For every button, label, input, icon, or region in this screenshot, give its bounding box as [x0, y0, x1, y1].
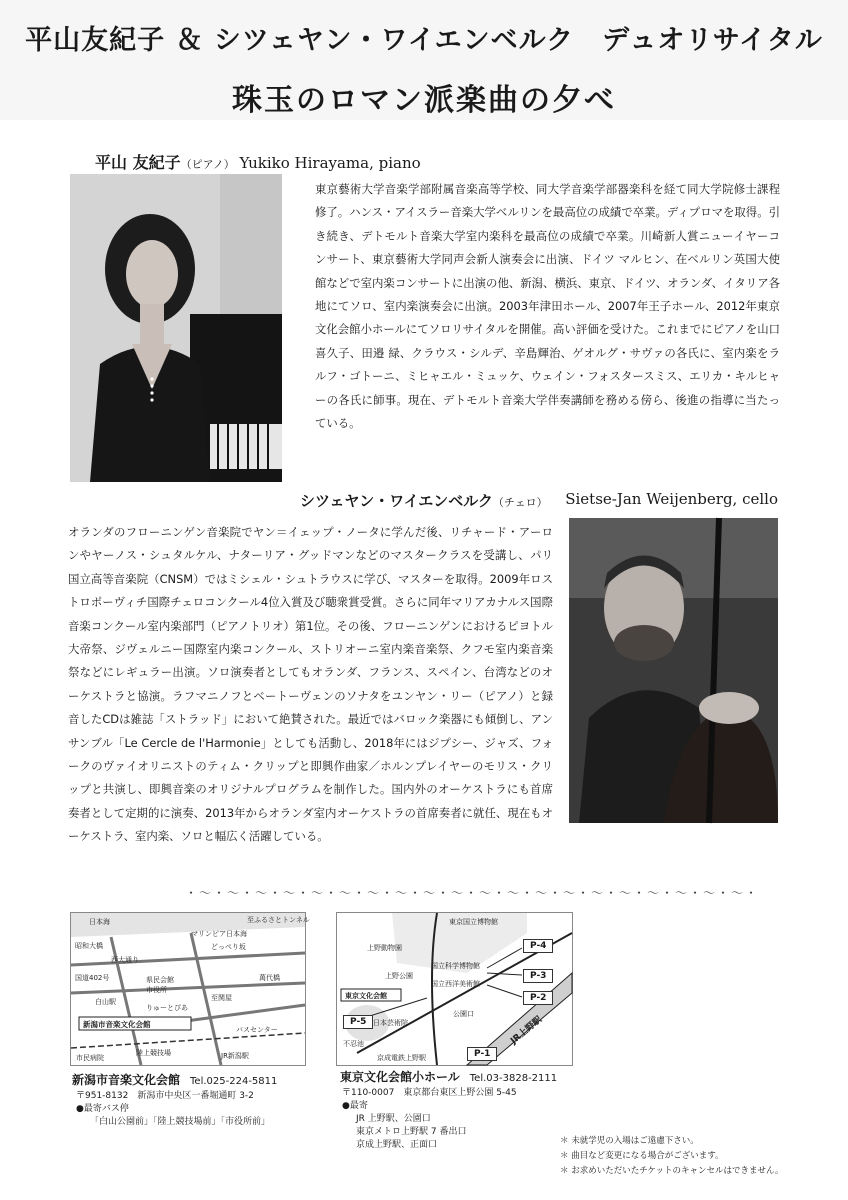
map1-label: JR新潟駅: [221, 1052, 249, 1060]
venue2-access-line: 京成上野駅、正面口: [356, 1140, 438, 1150]
venue1-access-label: ●最寄バス停: [76, 1104, 129, 1114]
performer2-name-en: Sietse-Jan Weijenberg, cello: [565, 490, 778, 508]
map1-label: 陸上競技場: [136, 1049, 171, 1057]
performer2-role: （チェロ）: [492, 496, 548, 509]
performer1-photo: [70, 174, 282, 482]
performer2-photo: [569, 518, 778, 823]
venue2-name: 東京文化会館小ホール: [340, 1070, 460, 1084]
exit-p5: P-5: [343, 1015, 373, 1029]
venue2-access-line: 東京メトロ上野駅 7 番出口: [356, 1127, 467, 1137]
map1-label: どっぺり坂: [211, 943, 246, 951]
map2-label: 京成電鉄上野駅: [377, 1054, 426, 1062]
exit-p4: P-4: [523, 939, 553, 953]
venue2-heading: [340, 1068, 557, 1085]
performer1-name-jp: 平山 友紀子: [95, 153, 181, 172]
exit-p1: P-1: [467, 1047, 497, 1061]
note-item: ＊ お求めいただいたチケットのキャンセルはできません。: [560, 1166, 784, 1176]
map1-label: 昭和大橋: [75, 942, 103, 950]
performer1-name-en: Yukiko Hirayama, piano: [239, 154, 421, 172]
tokyo-map: [336, 912, 573, 1066]
map2-label: 上野公園: [385, 972, 413, 980]
note-item: ＊ 曲目など変更になる場合がございます。: [560, 1151, 724, 1161]
map1-label: 西大通り: [111, 956, 139, 964]
map2-label: JR上野駅: [509, 1014, 545, 1047]
niigata-map-roads: [71, 913, 305, 1065]
cellist-photo-illustration: [569, 518, 778, 823]
venue1-access-line: 「白山公園前」「陸上競技場前」「市役所前」: [90, 1117, 271, 1127]
map2-label: 国立西洋美術館: [431, 980, 480, 988]
performer1-role: （ピアノ）: [180, 158, 235, 171]
map1-label: バスセンター: [236, 1026, 278, 1034]
map1-label: 萬代橋: [259, 974, 280, 982]
notes: [560, 1134, 783, 1179]
map1-label: 至関屋: [211, 994, 232, 1002]
page-subtitle: 珠玉のロマン派楽曲の夕べ: [232, 83, 616, 118]
venue1-name: 新潟市音楽文化会館: [72, 1073, 181, 1087]
map1-label: 国道402号: [75, 974, 110, 982]
map2-label: 不忍池: [343, 1040, 364, 1048]
venue1-address: 〒951-8132 新潟市中央区一番堀通町 3-2: [76, 1091, 254, 1101]
map2-label: 国立科学博物館: [431, 962, 480, 970]
map1-label: 市民病院: [76, 1054, 104, 1062]
map1-label: 白山駅: [95, 998, 116, 1006]
venue2-tel: Tel.03-3828-2111: [469, 1073, 558, 1084]
map2-label: 公園口: [453, 1010, 474, 1018]
map1-label: 日本海: [89, 918, 110, 926]
performer2-bio: オランダのフローニンゲン音楽院でヤン＝イェップ・ノータに学んだ後、リチャード・アーロンやヤーノス・シュタルケル、ナターリア・グッドマンなどのマスタークラスを受講し、パリ国立高等音楽院（CNSM）ではミシェル・シュトラウスに学び、マスターを取得。2009年ロストロポーヴィチ国際チェロコンクール4位入賞及び聴衆賞受賞。さらに同年マリアカナルス国際音楽コンクール室内楽部門（ピアノトリオ）第1位。その後、フローニンゲンにおけるピヨトル大帝祭、ジヴェルニー国際室内楽コンクール、ストリオーニ室内楽音楽祭、クフモ室内楽音楽祭などにレギュラー出演。ソロ演奏者としてもオランダ、フランス、スペイン、台湾などのオーケストラと協演。ラフマニノフとベートーヴェンのソナタをユンヤン・リー（ピアノ）と録音したCDは雑誌「ストラッド」において絶賛された。最近ではバロック楽器にも傾倒し、アンサンブル「Le Cercle de l'Harmonie」としても活動し、2018年にはジプシー、ジャズ、フォークのヴァイオリニストのティム・クリップと即興作曲家／ホルンプレイヤーのモリス・クリップと共演し、即興音楽のオリジナルプログラムを制作した。国内外のオーケストラにも首席奏者として定期的に演奏、2013年からオランダ室内オーケストラの首席奏者に就任、現在もオーケストラ、室内楽、ソロと幅広く活躍している。: [68, 525, 553, 844]
performer2-name-jp: シツェヤン・ワイエンベルク: [300, 492, 493, 510]
venue2-access-label: ●最寄: [342, 1101, 368, 1111]
venue2-address: 〒110-0007 東京都台東区上野公園 5-45: [342, 1088, 517, 1098]
pianist-photo-illustration: [70, 174, 282, 482]
map2-label: 東京国立博物館: [449, 918, 498, 926]
niigata-map: [70, 912, 310, 1066]
venue1-heading: [72, 1071, 277, 1088]
map2-label: 日本芸術院: [373, 1019, 408, 1027]
venue2-access-line: JR 上野駅、公園口: [356, 1114, 431, 1124]
map2-label: 上野動物園: [367, 944, 402, 952]
map1-label: 県民会館: [146, 976, 174, 984]
exit-p2: P-2: [523, 991, 553, 1005]
venue1-tel: Tel.025-224-5811: [190, 1076, 278, 1087]
section-divider: ・～・～・～・～・～・～・～・～・～・～・～・～・～・～・～・～・～・～・～・～・: [185, 886, 760, 900]
map1-label: 至ふるさとトンネル: [247, 916, 310, 924]
map2-venue-label: 東京文化会館: [345, 992, 387, 1000]
tokyo-map-roads: [337, 913, 572, 1065]
exit-p3: P-3: [523, 969, 553, 983]
map1-venue-label: 新潟市音楽文化会館: [83, 1020, 151, 1029]
note-item: ＊ 未就学児の入場はご遠慮下さい。: [560, 1136, 699, 1146]
performer2-heading: [300, 490, 778, 511]
map1-label: 市役所: [146, 986, 167, 994]
performer1-heading: [95, 150, 421, 173]
page-title: 平山友紀子 ＆ シツェヤン・ワイエンベルク デュオリサイタル: [25, 25, 823, 56]
performer1-bio: 東京藝術大学音楽学部附属音楽高等学校、同大学音楽学部器楽科を経て同大学院修士課程修了。ハンス・アイスラー音楽大学ベルリンを最高位の成績で卒業。ディプロマを取得。引き続き、デトモルト音楽大学室内楽科を最高位の成績で卒業。川崎新人賞ニューイヤーコンサート、東京藝術大学同声会新人演奏会に出演、ドイツ マルヒン、在ベルリン英国大使館などで室内楽コンサートに出演の他、新潟、横浜、東京、ドイツ、オランダ、イタリア各地にてソロ、室内楽演奏会に出演。2003年津田ホール、2007年王子ホール、2012年東京文化会館小ホールにてソロリサイタルを開催。高い評価を受けた。これまでにピアノを山口喜久子、田邉 緑、クラウス・シルデ、辛島輝治、ゲオルグ・サヴァの各氏に、室内楽をラルフ・ゴトーニ、ミヒャエル・ミュッケ、ウェイン・フォスタースミス、エリカ・キルヒャーの各氏に師事。現在、デトモルト音楽大学伴奏講師を務める傍ら、後進の指導に当たっている。: [315, 182, 780, 431]
map1-label: りゅーとぴあ: [146, 1004, 188, 1012]
map1-label: マリンピア日本海: [191, 930, 247, 938]
